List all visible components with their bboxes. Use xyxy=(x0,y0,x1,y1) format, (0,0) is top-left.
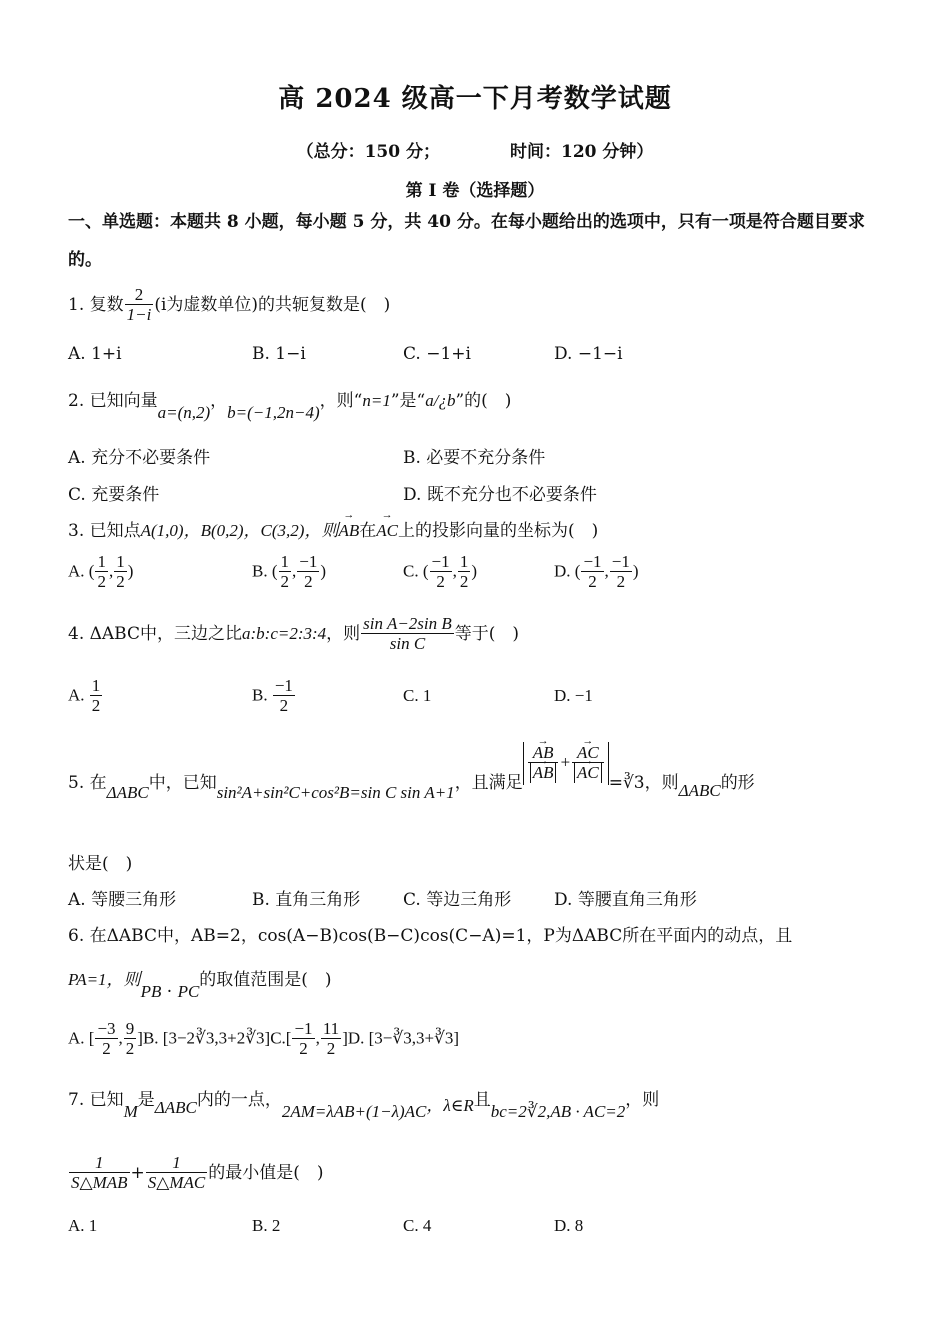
q5-triangle-2: ΔABC xyxy=(678,781,721,800)
q4-option-a[interactable] xyxy=(68,677,103,716)
q6-option-d[interactable]: ]D. [3−∛3,3+∛3] xyxy=(342,1028,460,1048)
q6-c-n2: 11 xyxy=(322,1019,340,1038)
q5-ac-den: → AC xyxy=(574,763,602,783)
exam-time: 时间：120 分钟） xyxy=(510,142,654,162)
q3-b-label: B. xyxy=(252,561,268,581)
q6-a-d2: 2 xyxy=(125,1039,135,1058)
q6-c-n1: −1 xyxy=(294,1019,313,1038)
q3-points: A(1,0)，B(0,2)，C(3,2)，则 xyxy=(140,521,339,540)
q5-shape: 的形 xyxy=(720,773,755,793)
q5-ab-num: → AB xyxy=(528,744,559,762)
q7-option-d[interactable]: D. 8 xyxy=(554,1216,584,1235)
q2-stem-end: ”的( ) xyxy=(455,391,512,411)
q3-a-n1: 1 xyxy=(97,552,106,571)
question-5 xyxy=(68,742,755,802)
q7-option-b[interactable]: B. 2 xyxy=(252,1216,281,1235)
q5-magnitude: → AB → AB + → AC → AC xyxy=(523,742,609,785)
q7-f2-den: S△MAC xyxy=(147,1173,206,1192)
q4-a-label: A. xyxy=(68,685,85,705)
q4-ratio: a:b:c=2:3:4 xyxy=(242,624,327,643)
q3-d-d1: 2 xyxy=(581,571,603,592)
part-heading: 第 I 卷（选择题） xyxy=(405,181,545,201)
q3-a-n2: 1 xyxy=(116,552,125,571)
q3-on: 在 xyxy=(359,521,377,541)
q7-stem-end: 的最小值是( ) xyxy=(208,1163,324,1183)
q4-then: ，则 xyxy=(326,624,361,644)
question-6: 6. 在ΔABC中，AB=2，cos(A−B)cos(B−C)cos(C−A)=1，P为ΔABC所在平面内的动点，且 xyxy=(68,926,793,946)
q4-option-d[interactable]: D. −1 xyxy=(554,686,593,705)
q4-stem-end: 等于( ) xyxy=(454,624,520,644)
q2-stem: 2. 已知向量 xyxy=(68,391,158,411)
q1-stem: 1. 复数 xyxy=(68,295,124,315)
q7-option-c[interactable]: C. 4 xyxy=(403,1216,432,1235)
q6-option-a[interactable]: A. [ xyxy=(68,1028,95,1048)
q5-option-d[interactable]: D. 等腰直角三角形 xyxy=(554,890,697,910)
q7-f1-num: 1 xyxy=(95,1153,104,1172)
q3-b-n2: −1 xyxy=(299,552,318,571)
q3-option-c[interactable]: C. ( $\frac{-1}{2}$ , $\frac{1}{2}$ ) xyxy=(403,552,478,591)
q5-stem: 5. 在 xyxy=(68,773,107,793)
q2-then: ，则“ xyxy=(319,391,363,411)
q3-stem-end: 上的投影向量的坐标为( ) xyxy=(397,521,599,541)
q2-parallel: a/¿b xyxy=(425,391,456,410)
q3-c-n1: −1 xyxy=(431,552,450,571)
q4-b-label: B. xyxy=(252,685,268,705)
q4-option-c[interactable]: C. 1 xyxy=(403,686,432,705)
q6-c-d1: 2 xyxy=(292,1038,314,1059)
q3-d-n2: −1 xyxy=(611,552,630,571)
q3-option-a[interactable]: A. ( $\frac{1}{2}$ , $\frac{1}{2}$ ) xyxy=(68,552,134,591)
q4-a-num: 1 xyxy=(91,676,101,695)
q1-frac-den: 1−i xyxy=(126,305,152,324)
q6-vector-pc: PC xyxy=(177,982,200,1001)
q4-frac-den: sin C xyxy=(361,633,454,654)
q5-equation: sin²A+sin²C+cos²B=sin C sin A+1 xyxy=(216,783,455,802)
q3-a-d1: 2 xyxy=(97,572,106,591)
q2-option-a[interactable]: A. 充分不必要条件 xyxy=(68,448,211,468)
q3-vector-ac: → AC xyxy=(376,521,398,541)
q5-condition: ，且满足 xyxy=(454,773,523,793)
q4-b-den: 2 xyxy=(273,695,295,716)
q3-stem: 3. 已知点 xyxy=(68,521,141,541)
q7-option-a[interactable]: A. 1 xyxy=(68,1216,98,1235)
q7-and: 且 xyxy=(473,1090,491,1110)
q6-dot: · xyxy=(161,982,178,1002)
q7-f1-den: S△MAB xyxy=(71,1173,128,1192)
q6-vector-pb: PB xyxy=(140,982,162,1001)
q3-b-n1: 1 xyxy=(280,552,290,571)
q1-frac-num: 2 xyxy=(134,285,144,304)
q3-c-n2: 1 xyxy=(459,552,469,571)
q5-triangle: ΔABC xyxy=(106,783,149,802)
q3-vector-ab: → AB xyxy=(338,521,359,541)
exam-title: 高 2024 级高一下月考数学试题 xyxy=(278,84,672,114)
q2-option-c[interactable]: C. 充要条件 xyxy=(68,485,160,505)
q3-c-d2: 2 xyxy=(459,572,469,591)
q1-option-d[interactable]: D. −1−i xyxy=(554,344,623,364)
q6-a-n2: 9 xyxy=(125,1019,135,1038)
q7-then: ，则 xyxy=(625,1090,660,1110)
q1-option-a[interactable]: A. 1+i xyxy=(68,344,122,364)
q1-stem-end: (i为虚数单位)的共轭复数是( ) xyxy=(154,295,391,315)
q2-vector-a: a=(n,2) xyxy=(157,403,211,422)
q6-c-d2: 2 xyxy=(321,1038,341,1059)
q7-point-m: M xyxy=(123,1102,138,1121)
q3-a-label: A. xyxy=(68,561,85,581)
section-instructions: 一、单选题：本题共 8 小题，每小题 5 分，共 40 分。在每小题给出的选项中，只有一项是符合题目要求的。 xyxy=(68,212,865,270)
q3-a-d2: 2 xyxy=(116,572,125,591)
q4-stem: 4. ΔABC中，三边之比 xyxy=(68,624,242,644)
q1-fraction xyxy=(125,286,154,325)
q3-d-n1: −1 xyxy=(583,552,602,571)
question-7-line-2: $\frac{1}{\text{S△MAB}}$ + $\frac{1}{\text{S△MAC}}$ 的最小值是( ) xyxy=(71,1153,324,1192)
question-6-line-2 xyxy=(68,965,332,1002)
q7-inner: 内的一点， xyxy=(196,1090,282,1110)
q7-fraction-2 xyxy=(146,1154,207,1193)
question-3 xyxy=(68,516,598,541)
q6-option-b[interactable]: ]B. [3−2∛3,3+2∛3]C.[ xyxy=(137,1028,292,1048)
question-2: 2. 已知向量a=(n,2)，b=(−1,2n−4)，则“n=1”是“a/¿b”的( ) xyxy=(68,391,512,422)
q3-option-b[interactable]: B. ( $\frac{1}{2}$ , $\frac{-1}{2}$ ) xyxy=(252,552,327,591)
q6-a-d1: 2 xyxy=(95,1038,117,1059)
q6-stem-end: 的取值范围是( ) xyxy=(199,970,332,990)
q3-c-d1: 2 xyxy=(430,571,452,592)
q7-f2-num: 1 xyxy=(172,1153,181,1172)
q2-option-b[interactable]: B. 必要不充分条件 xyxy=(403,448,546,468)
q3-d-label: D. xyxy=(554,561,571,581)
q3-b-d2: 2 xyxy=(297,571,319,592)
q4-option-b[interactable] xyxy=(252,677,296,716)
question-1 xyxy=(68,286,390,325)
q7-bc: bc=2∛2, xyxy=(490,1102,551,1121)
q5-ab-den: → AB xyxy=(530,763,557,783)
q5-given: 中，已知 xyxy=(148,773,217,793)
q4-a-den: 2 xyxy=(91,696,101,715)
q7-equation: 2AM=λAB+(1−λ)AC xyxy=(281,1102,427,1121)
question-4 xyxy=(68,615,519,654)
q5-rhs: =∛3，则 xyxy=(608,773,679,793)
q1-option-b[interactable]: B. 1−i xyxy=(252,344,306,364)
exam-info xyxy=(0,137,950,162)
q5-ac-num: → AC xyxy=(572,744,604,762)
q2-condition: n=1 xyxy=(362,391,391,410)
q4-b-num: −1 xyxy=(274,676,293,695)
total-score: （总分：150 分； xyxy=(296,142,440,162)
q7-is: 是 xyxy=(137,1090,155,1110)
q4-frac-num: sin A−2sin B xyxy=(363,614,452,633)
q3-b-d1: 2 xyxy=(280,572,290,591)
q5-option-a[interactable]: A. 等腰三角形 xyxy=(68,890,177,910)
q5-continuation: 状是( ) xyxy=(68,854,133,874)
q3-c-label: C. xyxy=(403,561,419,581)
q3-d-d2: 2 xyxy=(610,571,632,592)
q7-dot-product: AB · AC=2 xyxy=(550,1102,626,1121)
q2-vector-b: b=(−1,2n−4) xyxy=(227,403,320,422)
q2-is: ”是“ xyxy=(390,391,426,411)
q3-option-d[interactable]: D. ( $\frac{-1}{2}$ , $\frac{-1}{2}$ ) xyxy=(554,552,639,591)
question-7 xyxy=(68,1085,660,1121)
q1-option-c[interactable]: C. −1+i xyxy=(403,344,471,364)
q2-option-d[interactable]: D. 既不充分也不必要条件 xyxy=(403,485,597,505)
q6-condition: PA=1，则 xyxy=(68,970,141,989)
q7-lambda: ，λ∈R xyxy=(426,1096,474,1115)
q5-option-c[interactable]: C. 等边三角形 xyxy=(403,890,512,910)
q4-fraction xyxy=(361,615,454,654)
q7-fraction-1 xyxy=(69,1154,130,1193)
q5-option-b[interactable]: B. 直角三角形 xyxy=(252,890,361,910)
q7-stem: 7. 已知 xyxy=(68,1090,124,1110)
q7-triangle: ΔABC xyxy=(154,1098,197,1117)
q6-options[interactable]: A. [ $\frac{-3}{2}$ , $\frac{9}{2}$ ]B. [3−2∛3,3+2∛3]C.[ $\frac{-1}{2}$ , $\frac{11}{2}$ ]D. [3−∛3,3+∛3] xyxy=(68,1019,460,1058)
q6-a-n1: −3 xyxy=(97,1019,116,1038)
